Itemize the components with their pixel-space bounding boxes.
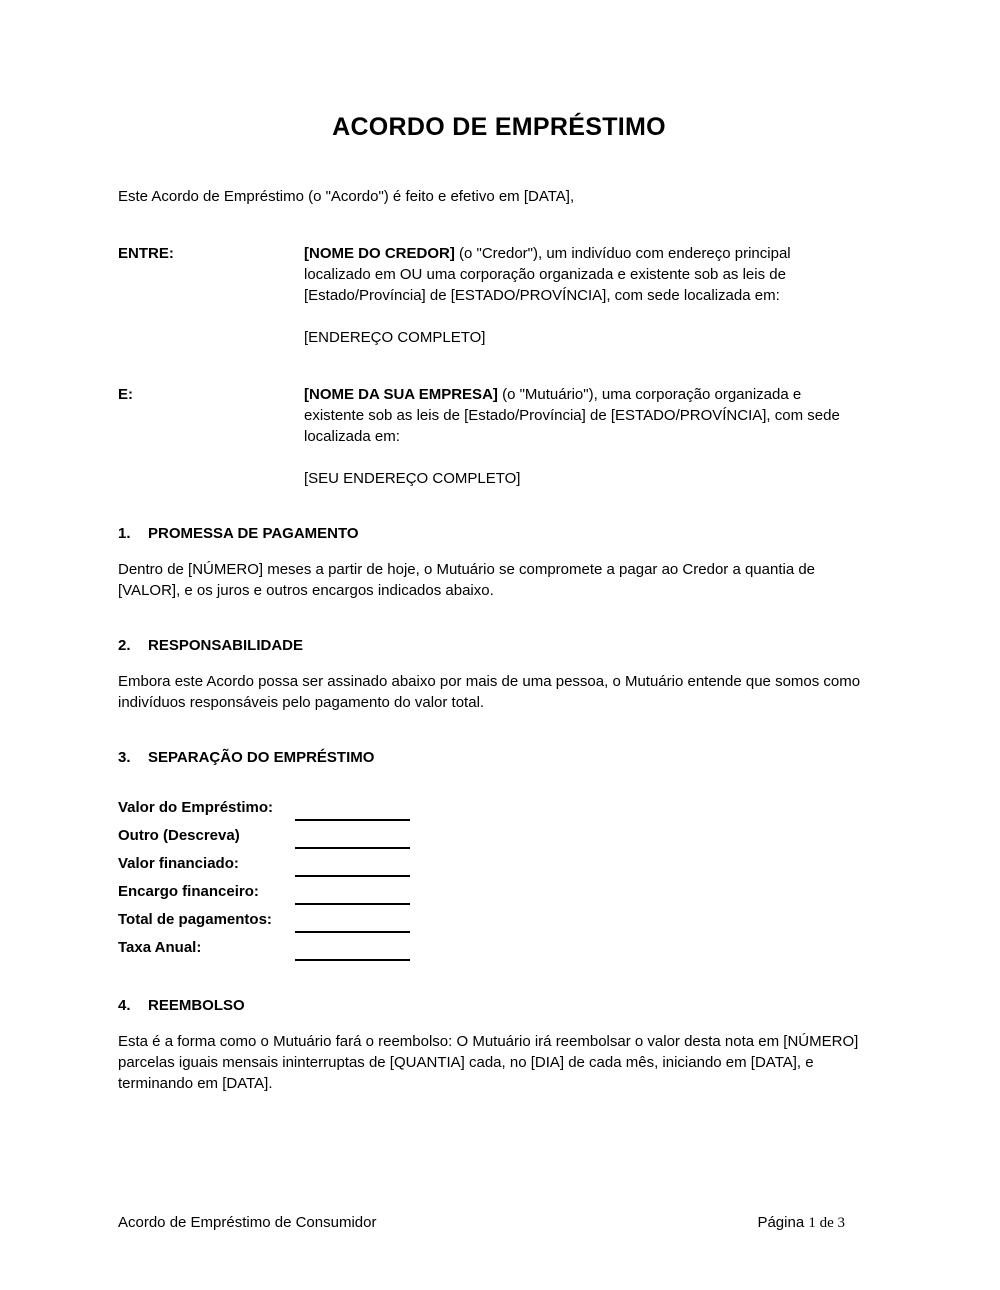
section-body: Embora este Acordo possa ser assinado abaixo por mais de uma pessoa, o Mutuário entende que somos como indivíduos responsáveis pelo pagamento do valor total. [118,673,861,711]
party-name-placeholder: [NOME DO CREDOR] [304,245,455,262]
footer-page-label: Página [757,1214,809,1231]
party-description-text: (o "Credor"), um indivíduo com endereço principal localizado em OU uma corporação organizada e existente sob as leis de [Estado/Província] de [ESTADO/PROVÍNCIA], com sede localizada em: [304,245,791,304]
party-label: E: [118,386,133,403]
field-row-encargo-financeiro [118,877,880,905]
fill-in-blank-line [295,886,410,905]
section-heading [118,523,880,544]
party-name-placeholder: [NOME DA SUA EMPRESA] [304,386,498,403]
intro-paragraph: Este Acordo de Empréstimo (o "Acordo") é feito e efetivo em [DATA], [118,188,575,205]
section-body: Esta é a forma como o Mutuário fará o reembolso: O Mutuário irá reembolsar o valor desta nota em [NÚMERO] parcelas iguais mensais ininterruptas de [QUANTIA] cada, no [DIA] de cada mês, iniciando em [DATA], e terminando em [DATA]. [118,1033,859,1092]
field-label: Outro (Descreva) [118,826,240,844]
document-title: ACORDO DE EMPRÉSTIMO [332,113,666,141]
section-number: 1. [118,525,131,542]
party-block-lender [118,243,880,348]
party-text [304,384,849,489]
section-heading-text: SEPARAÇÃO DO EMPRÉSTIMO [148,749,375,766]
field-label: Valor do Empréstimo: [118,798,274,816]
party-label: ENTRE: [118,245,174,262]
party-description-text: (o "Mutuário"), uma corporação organizada e existente sob as leis de [Estado/Província] de [ESTADO/PROVÍNCIA], com sede localizada em: [304,386,840,445]
section-number: 4. [118,997,131,1014]
page-footer [118,1212,845,1234]
section-separacao-do-emprestimo [118,747,880,961]
party-text [304,243,849,348]
section-heading [118,747,880,768]
field-label: Valor financiado: [118,854,239,872]
loan-breakdown-fields [118,793,880,961]
party-description [304,243,849,306]
field-label: Total de pagamentos: [118,910,272,928]
section-heading-text: RESPONSABILIDADE [148,637,304,654]
section-responsabilidade [118,635,880,713]
fill-in-blank-line [295,858,410,877]
field-row-total-de-pagamentos [118,905,880,933]
fill-in-blank-line [295,914,410,933]
fill-in-blank-line [295,830,410,849]
section-number: 3. [118,749,131,766]
party-block-borrower [118,384,880,489]
section-promessa-de-pagamento [118,523,880,601]
party-description [304,384,849,447]
footer-document-name: Acordo de Empréstimo de Consumidor [118,1214,377,1231]
party-address-placeholder: [SEU ENDEREÇO COMPLETO] [304,470,521,487]
section-heading-text: PROMESSA DE PAGAMENTO [148,525,359,542]
section-heading [118,995,880,1016]
field-row-valor-financiado [118,849,880,877]
field-label: Taxa Anual: [118,938,202,956]
party-address-placeholder: [ENDEREÇO COMPLETO] [304,329,486,346]
field-row-outro-descreva [118,821,880,849]
fill-in-blank-line [295,942,410,961]
fill-in-blank-line [295,802,410,821]
section-body: Dentro de [NÚMERO] meses a partir de hoje, o Mutuário se compromete a pagar ao Credor a quantia de [VALOR], e os juros e outros encargos indicados abaixo. [118,561,816,599]
field-label: Encargo financeiro: [118,882,259,900]
section-reembolso [118,995,880,1094]
section-heading [118,635,880,656]
field-row-valor-do-emprestimo [118,793,880,821]
section-heading-text: REEMBOLSO [148,997,245,1014]
section-number: 2. [118,637,131,654]
page-number: 1 de 3 [808,1215,845,1231]
footer-page-indicator [757,1212,845,1234]
field-row-taxa-anual [118,933,880,961]
